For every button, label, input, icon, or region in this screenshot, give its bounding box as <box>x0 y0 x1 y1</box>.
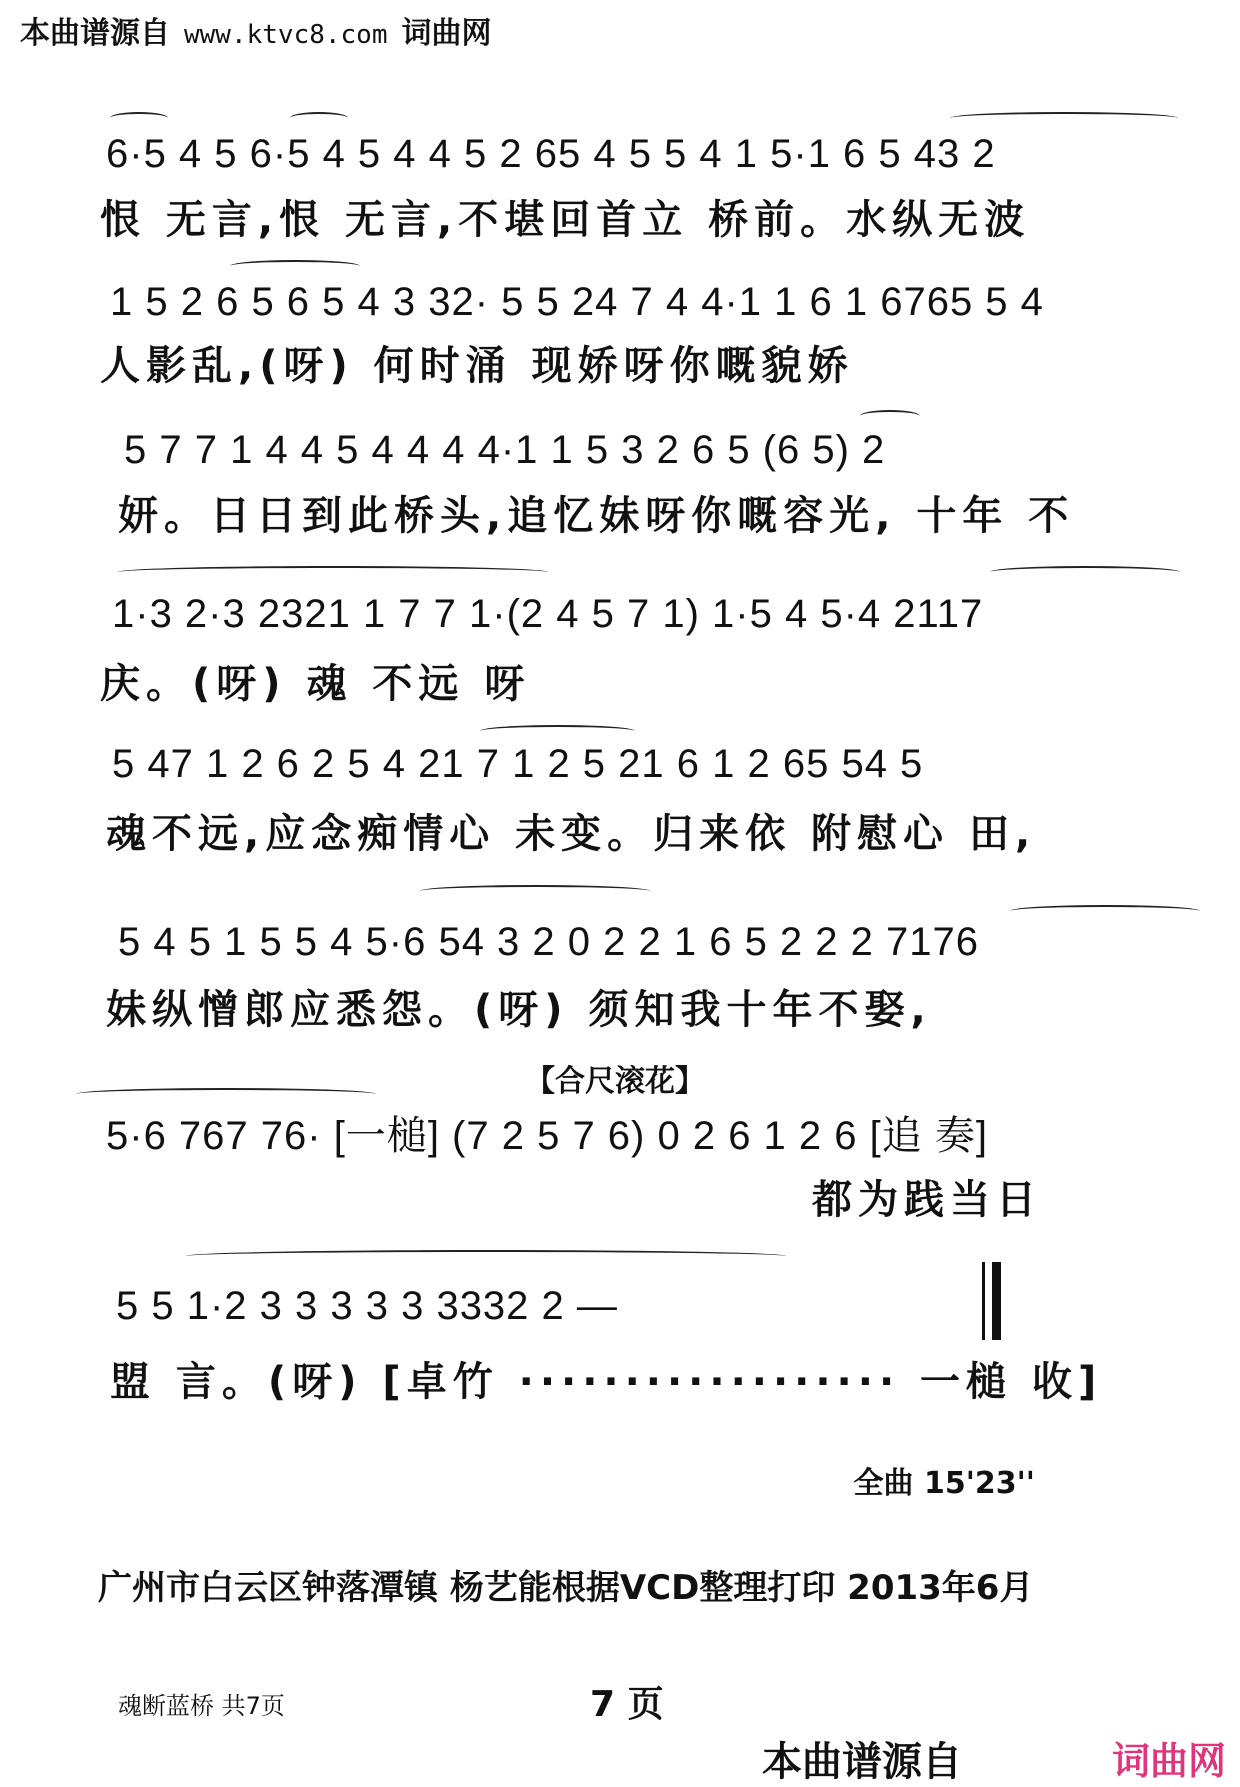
lyric-row-5: 魂不远,应念痴情心 未变。归来依 附慰心 田, <box>106 811 1037 857</box>
notation-row-3: 5 7 7 1 4 4 5 4 4 4 4·1 1 5 3 2 6 5 (6 5) 2 <box>124 428 886 472</box>
lyric-row-1: 恨 无言,恨 无言,不堪回首立 桥前。水纵无波 <box>100 197 1031 243</box>
transcription-credit: 广州市白云区钟落潭镇 杨艺能根据VCD整理打印 2013年6月 <box>98 1568 1034 1608</box>
header-brand: 本曲谱源自 <box>20 16 170 51</box>
notation-row-8: 5 5 1·2 3 3 3 3 3 3332 2 — <box>116 1284 618 1328</box>
header-url[interactable]: www.ktvc8.com <box>184 20 388 50</box>
notation-row-1: 6·5 4 5 6·5 4 5 4 4 5 2 65 4 5 5 4 1 5·1 6 5 43 2 <box>106 132 996 176</box>
notation-row-7: 5·6 767 76· [一槌] (7 2 5 7 6) 0 2 6 1 2 6 [追 奏] <box>106 1114 988 1158</box>
lyric-row-6: 妹纵憎郎应悉怨。(呀) 须知我十年不娶, <box>106 987 932 1033</box>
header-site: 词曲网 <box>401 16 492 51</box>
source-header <box>20 8 492 52</box>
notation-row-4: 1·3 2·3 2321 1 7 7 1·(2 4 5 7 1) 1·5 4 5·4 2117 <box>112 592 984 636</box>
slur-mark <box>860 410 920 422</box>
notation-row-6: 5 4 5 1 5 5 4 5·6 54 3 2 0 2 2 1 6 5 2 2 2 7176 <box>118 920 979 964</box>
lyric-row-4: 庆。(呀) 魂 不远 呀 <box>100 661 531 707</box>
lyric-row-3: 妍。日日到此桥头,追忆妹呀你嘅容光, 十年 不 <box>118 493 1075 539</box>
final-barline-thick <box>992 1262 1001 1340</box>
footer-title-pages: 魂断蓝桥 共7页 <box>118 1692 285 1720</box>
slur-mark <box>480 725 635 737</box>
slur-mark <box>230 260 360 272</box>
lyric-row-8: 盟 言。(呀) [卓竹 ·················· 一槌 收] <box>110 1359 1103 1405</box>
slur-mark <box>186 1250 786 1262</box>
slur-mark <box>950 112 1178 124</box>
bottom-brand: 本曲谱源自 <box>762 1739 962 1785</box>
slur-mark <box>110 112 168 124</box>
lyric-row-2: 人影乱,(呀) 何时涌 现娇呀你嘅貌娇 <box>100 343 854 389</box>
slur-mark <box>1010 905 1200 917</box>
bottom-site-logo[interactable]: 词曲网 <box>1111 1739 1226 1783</box>
notation-row-5: 5 47 1 2 6 2 5 4 21 7 1 2 5 21 6 1 2 65 54 5 <box>112 742 924 786</box>
page-number: 7 页 <box>590 1684 664 1725</box>
section-label: 【合尺滚花】 <box>525 1064 705 1099</box>
final-barline-thin <box>982 1262 985 1340</box>
lyric-row-7: 都为践当日 <box>812 1177 1042 1223</box>
slur-mark <box>420 885 650 897</box>
slur-mark <box>76 1088 376 1100</box>
total-duration: 全曲 15'23'' <box>853 1466 1035 1501</box>
slur-mark <box>290 112 348 124</box>
slur-mark <box>990 566 1180 578</box>
notation-row-2: 1 5 2 6 5 6 5 4 3 32· 5 5 24 7 4 4·1 1 6 1 6765 5 4 <box>110 280 1044 324</box>
slur-mark <box>118 566 548 578</box>
